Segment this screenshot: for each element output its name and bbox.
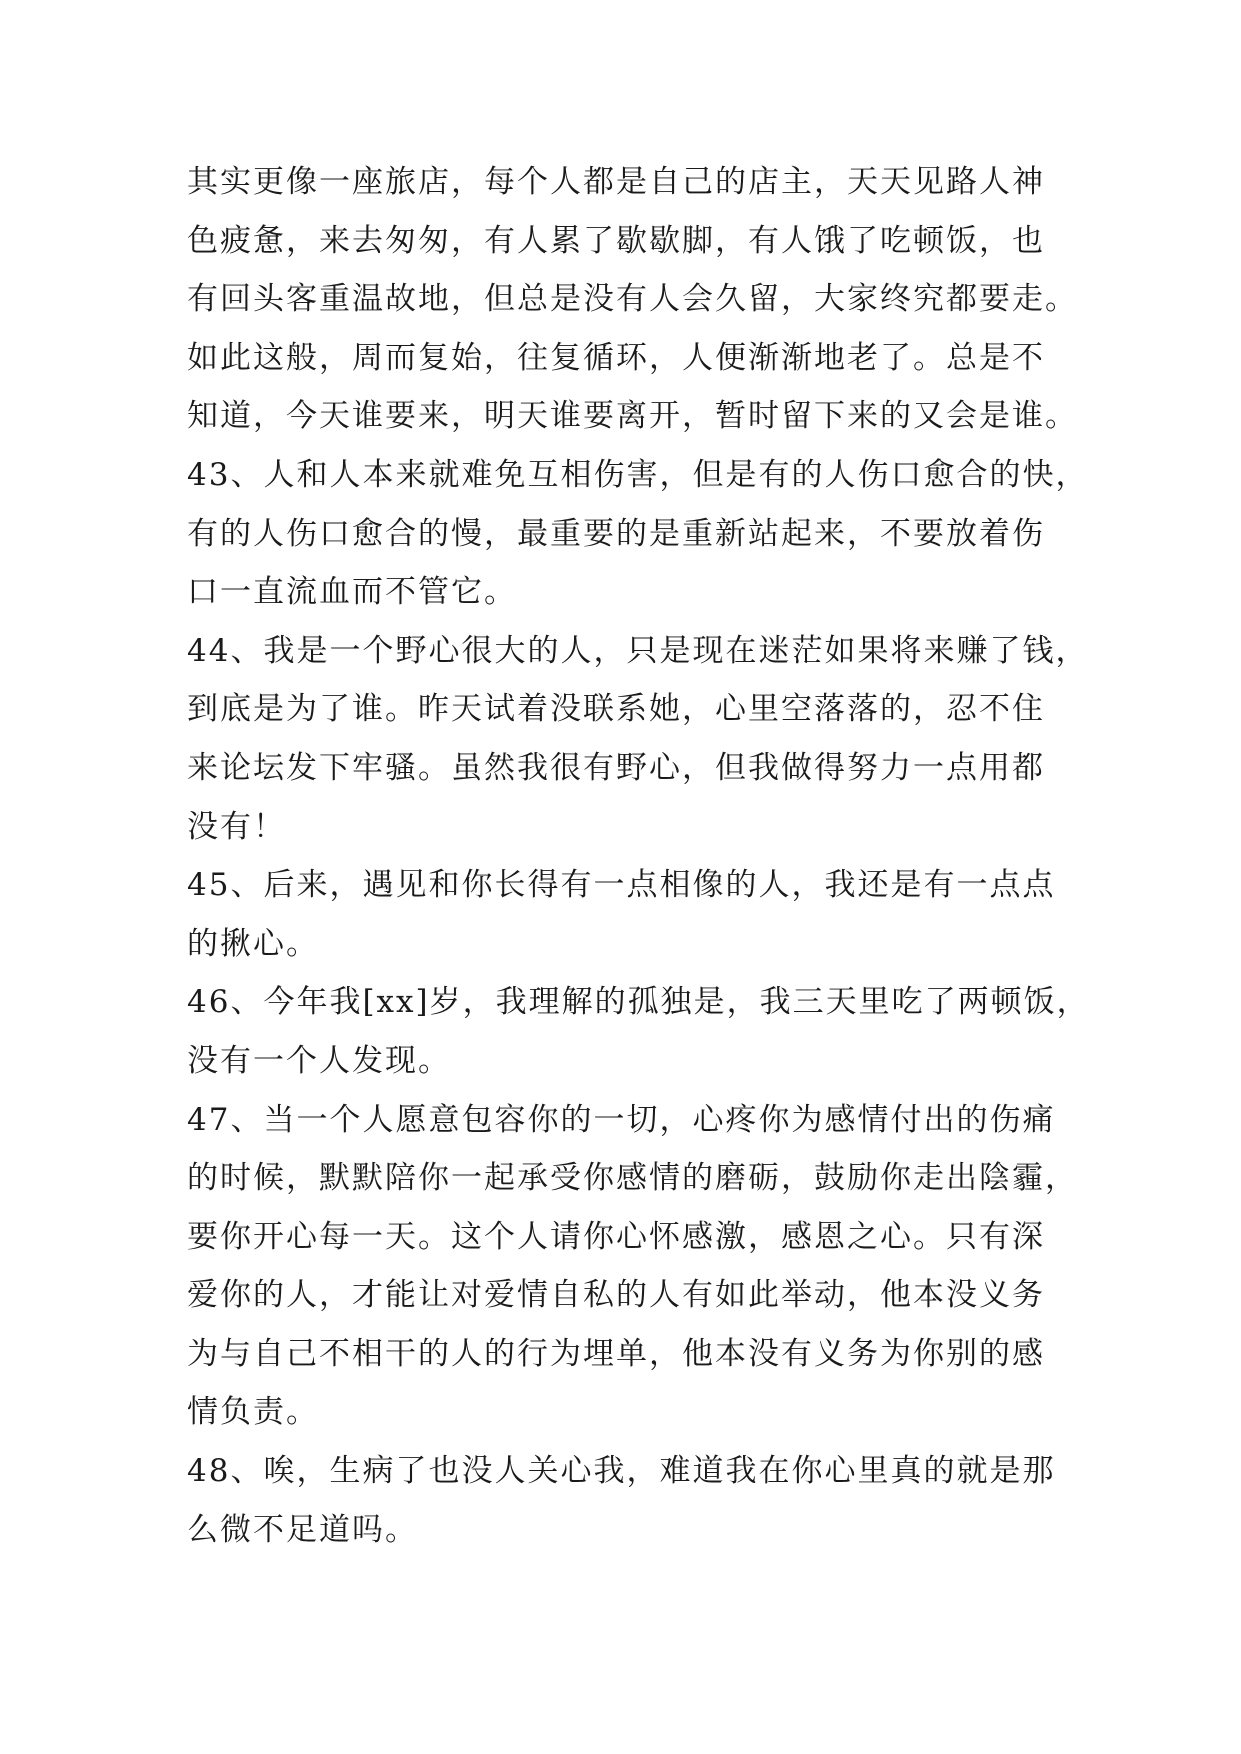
text-line: 44、我是一个野心很大的人，只是现在迷茫如果将来赚了钱， [187, 632, 1089, 669]
text-line: 45、后来，遇见和你长得有一点相像的人，我还是有一点点 [187, 867, 1056, 904]
text-line: 如此这般，周而复始，往复循环，人便渐渐地老了。总是不 [187, 339, 1045, 376]
text-line: 么微不足道吗。 [187, 1511, 418, 1548]
text-line: 色疲惫，来去匆匆，有人累了歇歇脚，有人饿了吃顿饭，也 [187, 222, 1045, 259]
text-line: 43、人和人本来就难免互相伤害，但是有的人伤口愈合的快， [187, 456, 1089, 493]
text-line: 其实更像一座旅店，每个人都是自己的店主，天天见路人神 [187, 164, 1045, 200]
text-line: 的揪心。 [187, 925, 319, 962]
text-line: 没有！ [187, 808, 286, 845]
document-body [187, 153, 1090, 1559]
paragraph-item-48 [187, 1442, 1057, 1559]
text-line: 有回头客重温故地，但总是没有人会久留，大家终究都要走。 [187, 281, 1078, 318]
text-line: 的时候，默默陪你一起承受你感情的磨砺，鼓励你走出陰霾， [187, 1160, 1078, 1197]
paragraph-item-47 [187, 1091, 1078, 1443]
text-line: 有的人伤口愈合的慢，最重要的是重新站起来，不要放着伤 [187, 515, 1045, 552]
paragraph-continuation [187, 153, 1078, 446]
text-line: 要你开心每一天。这个人请你心怀感激，感恩之心。只有深 [187, 1218, 1045, 1255]
text-line: 46、今年我[xx]岁，我理解的孤独是，我三天里吃了两顿饭， [187, 984, 1090, 1021]
paragraph-item-43 [187, 446, 1089, 622]
paragraph-item-45 [187, 856, 1057, 973]
text-line: 知道，今天谁要来，明天谁要离开，暂时留下来的又会是谁。 [187, 398, 1078, 435]
text-line: 爱你的人，才能让对爱情自私的人有如此举动，他本没义务 [187, 1277, 1045, 1314]
text-line: 47、当一个人愿意包容你的一切，心疼你为感情付出的伤痛 [187, 1101, 1056, 1138]
text-line: 口一直流血而不管它。 [187, 574, 517, 611]
text-line: 48、唉，生病了也没人关心我，难道我在你心里真的就是那 [187, 1453, 1056, 1490]
text-line: 为与自己不相干的人的行为埋单，他本没有义务为你别的感 [187, 1335, 1045, 1372]
paragraph-item-46 [187, 973, 1090, 1090]
text-line: 来论坛发下牢骚。虽然我很有野心，但我做得努力一点用都 [187, 749, 1045, 786]
text-line: 到底是为了谁。昨天试着没联系她，心里空落落的，忍不住 [187, 691, 1045, 728]
text-line: 没有一个人发现。 [187, 1042, 451, 1079]
paragraph-item-44 [187, 622, 1089, 856]
text-line: 情负责。 [187, 1394, 319, 1431]
